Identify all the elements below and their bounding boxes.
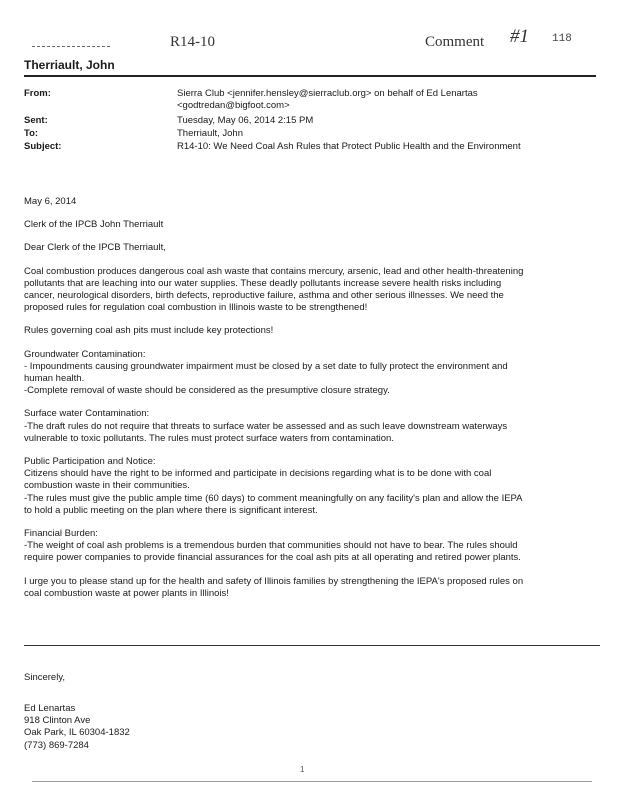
subject-label: Subject: (24, 141, 62, 152)
intro-line: Coal combustion produces dangerous coal ash waste that contains mercury, arsenic, lead and other health-threatening (24, 265, 524, 277)
surface-line: -The draft rules do not require that threats to surface water be assessed and as such leave downstream waterways (24, 420, 508, 432)
groundwater-section (24, 349, 580, 398)
letter-salutation: Dear Clerk of the IPCB Therriault, (24, 242, 166, 254)
closing-line: coal combustion waste at power plants in Illinois! (24, 587, 229, 599)
participation-line: -The rules must give the public ample time (60 days) to comment meaningfully on any facility's plan and allow the IEPA (24, 492, 523, 504)
doc-id-stamp: R14-10 (170, 34, 215, 50)
header-rule (24, 75, 596, 77)
signer-street: 918 Clinton Ave (24, 715, 91, 727)
footer-page-number: 1 (300, 765, 305, 774)
letter-body (24, 196, 580, 611)
closing-paragraph (24, 576, 580, 600)
participation-line: to hold a public meeting on the plan where there is significant interest. (24, 504, 318, 516)
recipient-name: Therriault, John (24, 58, 115, 72)
from-value (177, 88, 597, 112)
top-dash-line (32, 46, 110, 47)
to-value: Therriault, John (177, 128, 244, 139)
participation-section (24, 456, 580, 517)
surface-title: Surface water Contamination: (24, 408, 150, 420)
comment-number: #1 (510, 26, 529, 47)
surface-line: vulnerable to toxic pollutants. The rules must protect surface waters from contamination. (24, 432, 394, 444)
from-value-line-1: Sierra Club <jennifer.hensley@sierraclub.org> on behalf of Ed Lenartas (177, 88, 478, 99)
groundwater-line: - Impoundments causing groundwater impairment must be closed by a set date to fully protect the environment and (24, 360, 508, 372)
intro-line: cancer, neurological disorders, birth defects, reproductive failure, asthma and other serious illnesses. We need the (24, 290, 504, 302)
groundwater-title: Groundwater Contamination: (24, 348, 146, 360)
letter-addressee: Clerk of the IPCB John Therriault (24, 219, 164, 231)
financial-line: -The weight of coal ash problems is a tremendous burden that communities should not have to bear. The rules should (24, 540, 518, 552)
subject-value: R14-10: We Need Coal Ash Rules that Protect Public Health and the Environment (177, 141, 521, 152)
to-label: To: (24, 128, 39, 139)
financial-title: Financial Burden: (24, 528, 98, 540)
page-number: 118 (552, 33, 572, 45)
footer-line (32, 781, 592, 782)
participation-line: Citizens should have the right to be informed and participate in decisions regarding what is to be done with coal (24, 468, 492, 480)
signer-name: Ed Lenartas (24, 703, 76, 714)
from-label: From: (24, 88, 51, 99)
financial-section (24, 528, 580, 565)
intro-line: pollutants that are leaching into our water supplies. These deadly pollutants increase severe health risks including (24, 277, 502, 289)
comment-label: Comment (425, 34, 485, 50)
sent-label: Sent: (24, 115, 48, 126)
signature-block (24, 703, 130, 752)
participation-title: Public Participation and Notice: (24, 456, 156, 468)
intro-paragraph (24, 266, 580, 315)
signoff: Sincerely, (24, 672, 66, 683)
financial-line: require power companies to provide financial assurances for the coal ash pits at all operating and retired power plants. (24, 552, 521, 564)
signer-phone: (773) 869-7284 (24, 739, 89, 751)
from-value-line-2: <godtredan@bigfoot.com> (177, 100, 290, 111)
letter-date: May 6, 2014 (24, 196, 77, 207)
rules-line: Rules governing coal ash pits must include key protections! (24, 325, 274, 337)
closing-underline (24, 645, 600, 646)
intro-line: proposed rules for regulation coal combustion in Illinois waste to be strengthened! (24, 302, 368, 314)
signer-city: Oak Park, IL 60304-1832 (24, 727, 130, 739)
surface-section (24, 408, 580, 445)
closing-line: I urge you to please stand up for the health and safety of Illinois families by strengthening the IEPA's proposed rules on (24, 575, 524, 587)
sent-value: Tuesday, May 06, 2014 2:15 PM (177, 115, 314, 126)
groundwater-line: human health. (24, 373, 85, 385)
groundwater-line: -Complete removal of waste should be considered as the presumptive closure strategy. (24, 385, 390, 397)
participation-line: combustion waste in their communities. (24, 480, 190, 492)
